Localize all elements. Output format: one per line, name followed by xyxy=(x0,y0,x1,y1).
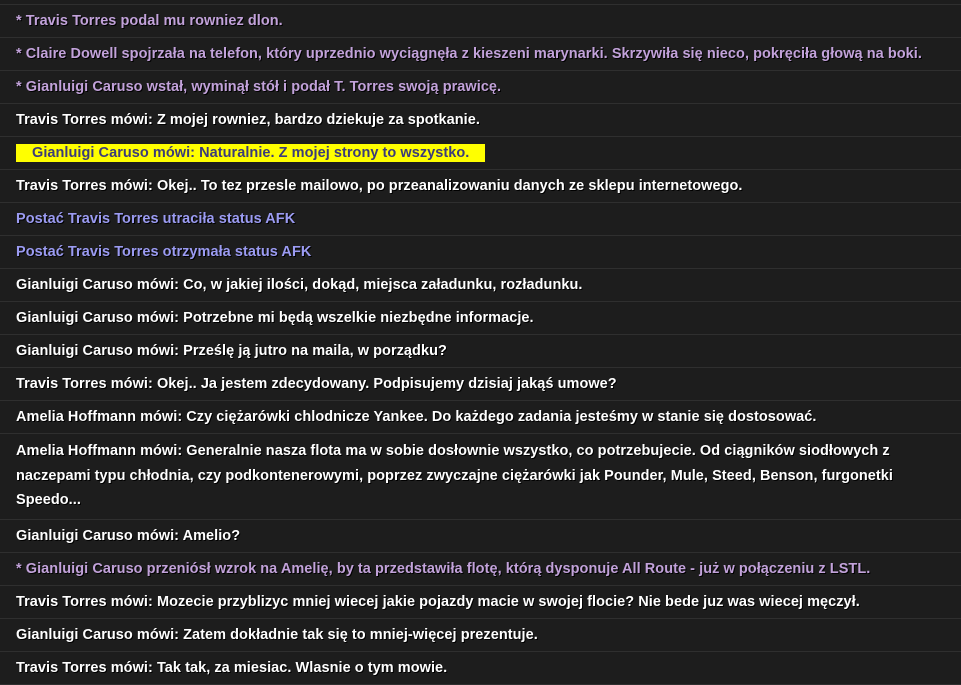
chat-line-me: * Gianluigi Caruso przeniósł wzrok na Amelię, by ta przedstawiła flotę, którą dysponuje All Route - już w połączeniu z LSTL. xyxy=(0,553,961,586)
chat-line-say: Gianluigi Caruso mówi: Prześlę ją jutro na maila, w porządku? xyxy=(0,335,961,368)
chat-line-say: Travis Torres mówi: Mozecie przyblizyc mniej wiecej jakie pojazdy macie w swojej flocie? Nie bede juz was wiecej męczył. xyxy=(0,586,961,619)
chat-line-highlighted xyxy=(0,137,961,170)
chat-line-say: Travis Torres mówi: Okej.. Ja jestem zdecydowany. Podpisujemy dzisiaj jakąś umowe? xyxy=(0,368,961,401)
chat-line-me: * Claire Dowell spojrzała na telefon, który uprzednio wyciągnęła z kieszeni marynarki. Skrzywiła się nieco, pokręciła głową na boki. xyxy=(0,38,961,71)
chat-line-status: Postać Travis Torres otrzymała status AFK xyxy=(0,236,961,269)
chat-line-say: Travis Torres mówi: Okej.. To tez przesle mailowo, po przeanalizowaniu danych ze sklepu internetowego. xyxy=(0,170,961,203)
chat-line-say: Travis Torres mówi: Tak tak, za miesiac. Wlasnie o tym mowie. xyxy=(0,652,961,685)
chat-line-say: Travis Torres mówi: Z mojej rowniez, bardzo dziekuje za spotkanie. xyxy=(0,104,961,137)
chat-line-say: Gianluigi Caruso mówi: Co, w jakiej ilości, dokąd, miejsca załadunku, rozładunku. xyxy=(0,269,961,302)
chat-line-say: Gianluigi Caruso mówi: Amelio? xyxy=(0,520,961,553)
chat-line-me: * Gianluigi Caruso wstał, wyminął stół i podał T. Torres swoją prawicę. xyxy=(0,71,961,104)
highlighted-text: Gianluigi Caruso mówi: Naturalnie. Z mojej strony to wszystko. xyxy=(16,144,485,162)
chat-line-me: * Travis Torres podal mu rowniez dlon. xyxy=(0,5,961,38)
chat-line-say: Gianluigi Caruso mówi: Zatem dokładnie tak się to mniej-więcej prezentuje. xyxy=(0,619,961,652)
chat-line-say: Gianluigi Caruso mówi: Potrzebne mi będą wszelkie niezbędne informacje. xyxy=(0,302,961,335)
chat-line-say: Amelia Hoffmann mówi: Czy ciężarówki chlodnicze Yankee. Do każdego zadania jesteśmy w stanie się dostosować. xyxy=(0,401,961,434)
chat-line-status: Postać Travis Torres utraciła status AFK xyxy=(0,203,961,236)
chat-line-say-multiline: Amelia Hoffmann mówi: Generalnie nasza flota ma w sobie dosłownie wszystko, co potrzebujecie. Od ciągników siodłowych z naczepami typu chłodnia, czy podkontenerowymi, poprzez zwyczajne ciężarówki jak Pounder, Mule, Steed, Benson, furgonetki Speedo... xyxy=(0,434,961,520)
